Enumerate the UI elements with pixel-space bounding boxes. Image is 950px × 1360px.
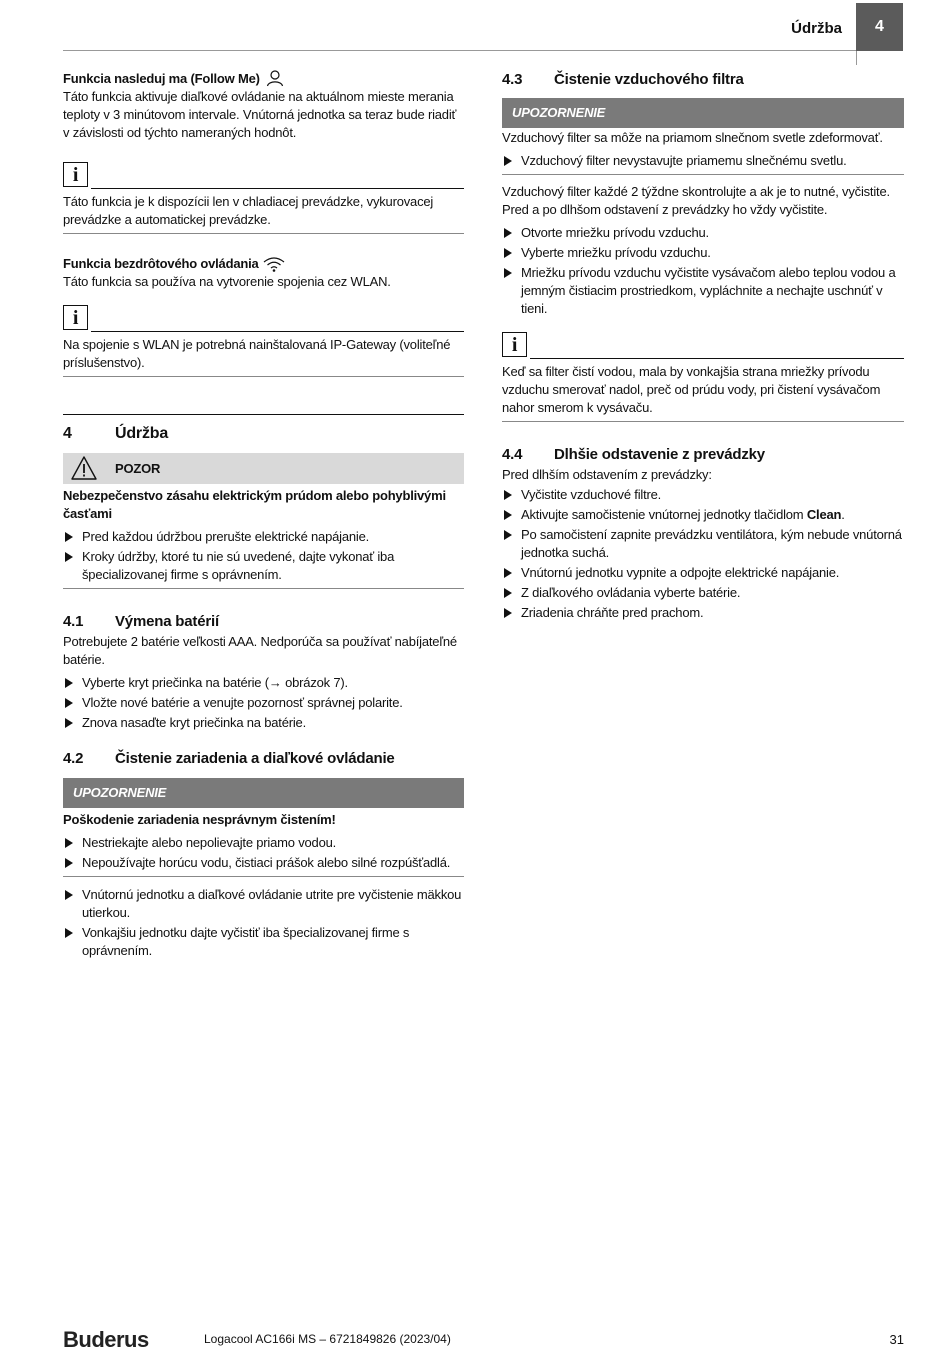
clean-button-label: Clean	[806, 507, 842, 522]
list-item: Vnútornú jednotku vypnite a odpojte elektrické napájanie.	[502, 564, 904, 582]
list-item: Otvorte mriežku prívodu vzduchu.	[502, 224, 904, 242]
info-icon: i	[502, 332, 527, 357]
list-item: Vonkajšiu jednotku dajte vyčistiť iba špecializovanej firme s oprávnením.	[63, 924, 464, 960]
info-box-1	[63, 162, 464, 190]
section-4-3-heading: 4.3 Čistenie vzduchového filtra	[502, 71, 744, 88]
section-4-4-text: Pred dlhším odstavením z prevádzky:	[502, 467, 712, 482]
section-4-heading: 4 Údržba	[63, 425, 169, 442]
list-item: Mriežku prívodu vzduchu vyčistite vysávačom alebo teplou vodou a jemným čistiacim prostriedkom, vypláchnite a nechajte uschnúť v tieni.	[502, 264, 904, 318]
chapter-number-tab: 4	[856, 3, 903, 51]
wireless-title: Funkcia bezdrôtového ovládania	[63, 255, 464, 273]
info-icon: i	[63, 305, 88, 330]
info-rule	[91, 331, 464, 332]
follow-me-title: Funkcia nasleduj ma (Follow Me)	[63, 70, 464, 88]
section-4-1-heading: 4.1 Výmena batérií	[63, 613, 219, 630]
info-box-3	[502, 332, 904, 360]
warning-triangle-icon	[70, 455, 98, 481]
list-item: Vnútornú jednotku a diaľkové ovládanie utrite pre vyčistenie mäkkou utierkou.	[63, 886, 464, 922]
notice-bar: UPOZORNENIE	[63, 778, 464, 808]
list-item: Po samočistení zapnite prevádzku ventilátora, kým nebude vnútorná jednotka suchá.	[502, 526, 904, 562]
list-item: Nestriekajte alebo nepolievajte priamo vodou.	[63, 834, 464, 852]
section-4-2-heading: 4.2 Čistenie zariadenia a diaľkové ovládanie	[63, 750, 395, 767]
caution-heading: Nebezpečenstvo zásahu elektrickým prúdom alebo pohyblivými časťami	[63, 488, 446, 521]
left-column	[63, 70, 464, 960]
info-text-3: Keď sa filter čistí vodou, mala by vonkajšia strana mriežky prívodu vzduchu smerovať nadol, preč od prúdu vody, pri čistení vysávačom nahor smerom k vysávaču.	[502, 364, 881, 415]
list-item: Aktivujte samočistenie vnútornej jednotky tlačidlom Clean.	[502, 506, 904, 524]
list-item: Vložte nové batérie a venujte pozornosť správnej polarite.	[63, 694, 464, 712]
wireless-text: Táto funkcia sa používa na vytvorenie spojenia cez WLAN.	[63, 274, 391, 289]
info-box-2	[63, 305, 464, 333]
caution-label: POZOR	[115, 461, 161, 476]
list-item: Vyčistite vzduchové filtre.	[502, 486, 904, 504]
follow-me-text: Táto funkcia aktivuje diaľkové ovládanie na aktuálnom mieste merania teploty v 3 minútovom intervale. Vnútorná jednotka sa teraz bude riadiť v závislosti od týchto nameraných hodnôt.	[63, 89, 457, 140]
footer-document-id: Logacool AC166i MS – 6721849826 (2023/04)	[204, 1332, 451, 1346]
list-item: Pred každou údržbou prerušte elektrické napájanie.	[63, 528, 464, 546]
brand-logo: Buderus	[63, 1327, 149, 1352]
list-item: Zriadenia chráňte pred prachom.	[502, 604, 904, 622]
section-4-4-heading: 4.4 Dlhšie odstavenie z prevádzky	[502, 446, 765, 463]
notice-heading: Poškodenie zariadenia nesprávnym čistením!	[63, 812, 336, 827]
list-item: Vzduchový filter nevystavujte priamemu slnečnému svetlu.	[502, 152, 904, 170]
right-column	[502, 71, 904, 622]
list-item: Vyberte mriežku prívodu vzduchu.	[502, 244, 904, 262]
header-rule-tick	[856, 51, 857, 65]
page-number: 31	[889, 1332, 904, 1347]
wifi-icon	[263, 256, 285, 272]
list-item: Znova nasaďte kryt priečinka na batérie.	[63, 714, 464, 732]
section-4-3-text: Vzduchový filter každé 2 týždne skontrolujte a ak je to nutné, vyčistite. Pred a po dlhšom odstavení z prevádzky ho vždy vyčistite.	[502, 184, 890, 217]
info-text-2: Na spojenie s WLAN je potrebná nainštalovaná IP-Gateway (voliteľné príslušenstvo).	[63, 337, 451, 370]
list-item: Nepoužívajte horúcu vodu, čistiaci prášok alebo silné rozpúšťadlá.	[63, 854, 464, 872]
person-icon	[266, 69, 284, 87]
header-rule	[63, 50, 856, 51]
info-icon: i	[63, 162, 88, 187]
info-rule	[530, 358, 904, 359]
section-4-1-text: Potrebujete 2 batérie veľkosti AAA. Nedporúča sa používať nabíjateľné batérie.	[63, 634, 457, 667]
notice-text: Vzduchový filter sa môže na priamom slnečnom svetle zdeformovať.	[502, 130, 883, 145]
info-text-1: Táto funkcia je k dispozícii len v chladiacej prevádzke, vykurovacej prevádzke a automatickej prevádzke.	[63, 194, 434, 227]
caution-bullets	[63, 528, 464, 584]
list-item: Vyberte kryt priečinka na batérie (→ obrázok 7).	[63, 674, 464, 692]
list-item: Z diaľkového ovládania vyberte batérie.	[502, 584, 904, 602]
list-item: Kroky údržby, ktoré tu nie sú uvedené, dajte vykonať iba špecializovanej firme s oprávnením.	[63, 548, 464, 584]
running-header-title: Údržba	[791, 20, 842, 37]
caution-bar	[63, 453, 464, 484]
notice-bar: UPOZORNENIE	[502, 98, 904, 128]
info-rule	[91, 188, 464, 189]
